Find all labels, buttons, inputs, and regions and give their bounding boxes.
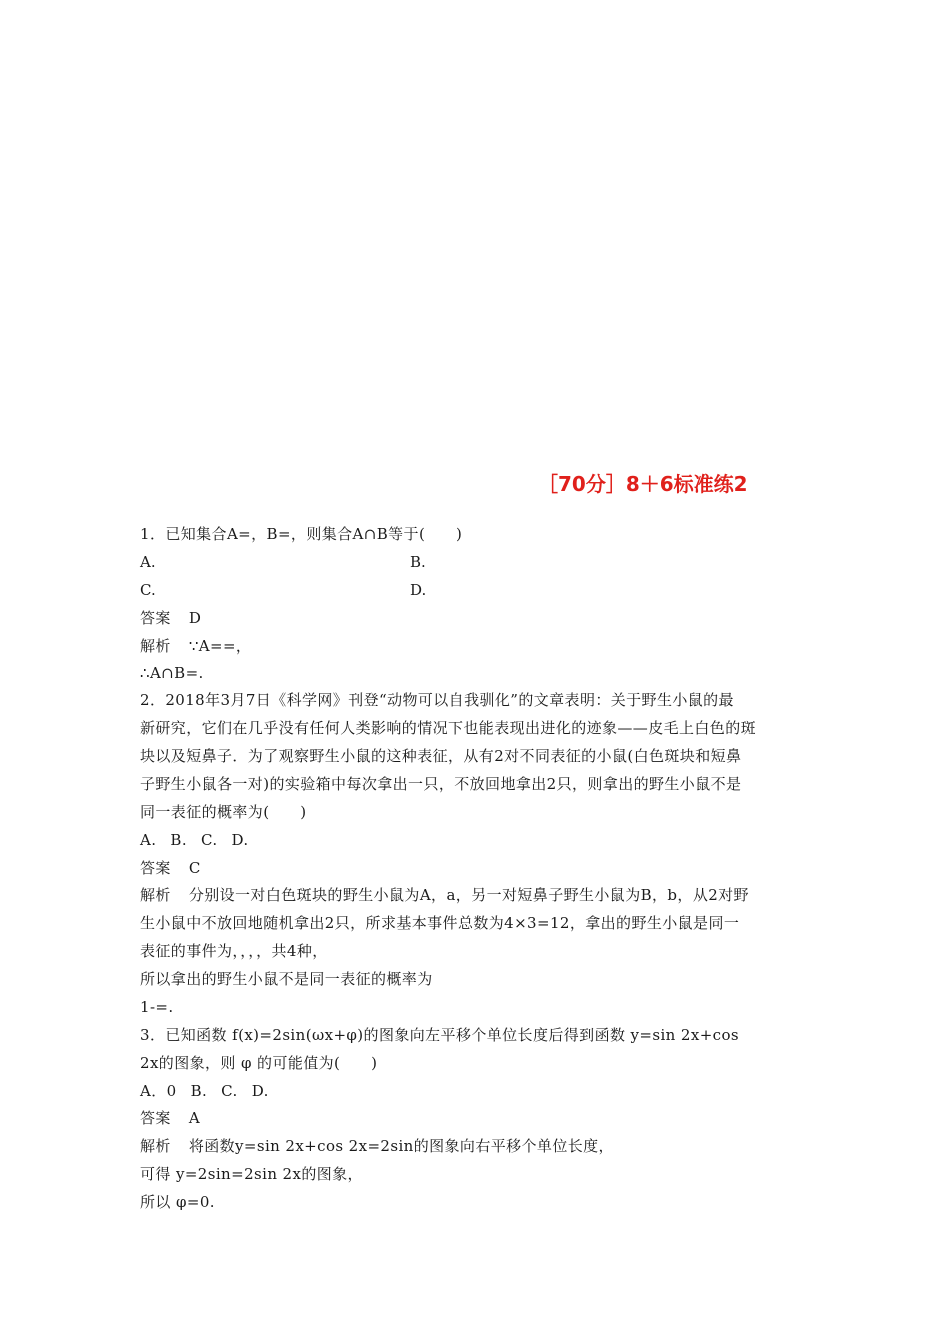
q3-options — [140, 1081, 283, 1101]
analysis-label: 解析 — [140, 1137, 171, 1155]
analysis-text: 分别设一对白色斑块的野生小鼠为A，a，另一对短鼻子野生小鼠为B，b，从2对野 — [188, 886, 749, 904]
q2-options — [140, 830, 263, 850]
q2-stem-line: 块以及短鼻子．为了观察野生小鼠的这种表征，从有2对不同表征的小鼠(白色斑块和短鼻 — [140, 747, 742, 765]
analysis-label: 解析 — [140, 886, 171, 904]
answer-value: A — [188, 1109, 201, 1127]
q2-answer — [140, 858, 201, 878]
answer-value: C — [188, 859, 201, 877]
analysis-label: 解析 — [140, 637, 171, 655]
answer-value: D — [188, 609, 202, 627]
q2-analysis-line: 所以拿出的野生小鼠不是同一表征的概率为 — [140, 970, 433, 988]
q1-analysis — [140, 636, 251, 656]
q3-option-b: B. — [190, 1082, 208, 1100]
q2-option-c: C. — [201, 831, 218, 849]
q2-analysis-line: 生小鼠中不放回地随机拿出2只，所求基本事件总数为4×3=12，拿出的野生小鼠是同一 — [140, 914, 740, 932]
q3-answer — [140, 1108, 200, 1128]
q3-option-c: C. — [221, 1082, 238, 1100]
q1-stem: 1．已知集合A=，B=，则集合A∩B等于( ) — [140, 525, 463, 543]
q1-analysis-line: ∴A∩B=. — [140, 664, 204, 682]
analysis-text: ∵A==， — [188, 637, 252, 655]
q2-option-b: B. — [170, 831, 187, 849]
q3-stem-line: 3．已知函数 f(x)=2sin(ωx+φ)的图象向左平移个单位长度后得到函数 y=sin 2x+cos — [140, 1026, 739, 1044]
q1-answer — [140, 608, 201, 628]
analysis-text: 将函数y=sin 2x+cos 2x=2sin的图象向右平移个单位长度， — [188, 1137, 614, 1155]
q3-stem-line: 2x的图象，则 φ 的可能值为( ) — [140, 1054, 378, 1072]
page-title: ［70分］8＋6标准练2 — [538, 472, 748, 496]
q2-option-d: D. — [231, 831, 249, 849]
q2-option-a: A. — [140, 831, 157, 849]
q1-option-b: B. — [410, 553, 426, 571]
q3-option-a: A．0 — [140, 1082, 177, 1100]
q2-stem-line: 新研究，它们在几乎没有任何人类影响的情况下也能表现出进化的迹象——皮毛上白色的斑 — [140, 719, 757, 737]
q1-option-a: A. — [140, 553, 156, 571]
q3-analysis — [140, 1136, 614, 1156]
q2-analysis — [140, 885, 749, 905]
answer-label: 答案 — [140, 609, 171, 627]
q2-stem-line: 子野生小鼠各一对)的实验箱中每次拿出一只，不放回地拿出2只，则拿出的野生小鼠不是 — [140, 775, 742, 793]
q2-stem-line: 同一表征的概率为( ) — [140, 803, 307, 821]
q2-analysis-line: 表征的事件为，，，，共4种， — [140, 942, 328, 960]
q3-analysis-line: 可得 y=2sin=2sin 2x的图象， — [140, 1165, 363, 1183]
q1-option-d: D. — [410, 581, 427, 599]
q2-analysis-line: 1-=. — [140, 998, 174, 1016]
q1-option-c: C. — [140, 581, 156, 599]
answer-label: 答案 — [140, 1109, 171, 1127]
q2-stem-line: 2．2018年3月7日《科学网》刊登“动物可以自我驯化”的文章表明：关于野生小鼠的最 — [140, 691, 734, 709]
q3-option-d: D. — [251, 1082, 269, 1100]
q3-analysis-line: 所以 φ=0. — [140, 1193, 215, 1211]
answer-label: 答案 — [140, 859, 171, 877]
